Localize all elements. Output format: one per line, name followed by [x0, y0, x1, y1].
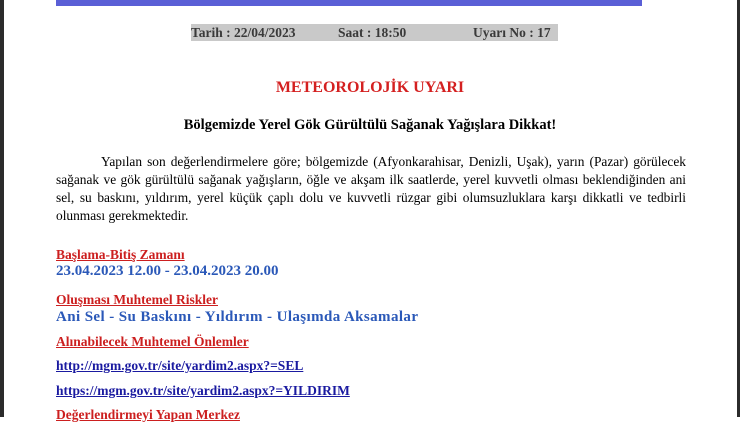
flood-info-link[interactable]: http://mgm.gov.tr/site/yardim2.aspx?=SEL — [56, 358, 304, 373]
warning-number-label: Uyarı No : 17 — [473, 25, 551, 40]
warning-title: METEOROLOJİK UYARI — [275, 79, 465, 96]
risks-value: Ani Sel - Su Baskını - Yıldırım - Ulaşımda Aksamalar — [56, 309, 419, 325]
time-label: Saat : 18:50 — [338, 25, 407, 40]
measures-heading: Alınabilecek Muhtemel Önlemler — [56, 334, 249, 349]
left-window-edge — [0, 0, 4, 417]
timing-value: 23.04.2023 12.00 - 23.04.2023 20.00 — [56, 263, 279, 279]
warning-subtitle: Bölgemizde Yerel Gök Gürültülü Sağanak Yağışlara Dikkat! — [183, 117, 557, 133]
center-heading: Değerlendirmeyi Yapan Merkez — [56, 407, 240, 422]
timing-heading: Başlama-Bitiş Zamanı — [56, 247, 185, 262]
date-label: Tarih : 22/04/2023 — [191, 25, 296, 40]
top-banner — [56, 0, 642, 6]
warning-body-text: Yapılan son değerlendirmelere göre; bölgemizde (Afyonkarahisar, Denizli, Uşak), yarın (Pazar) görülecek sağanak ve gök gürültülü sağanak yağışların, öğle ve akşam ilk saatlerde, yerel kuvvetli olması beklendiğinden ani sel, su baskını, yıldırım, yerel küçük çaplı dolu ve kuvvetli rüzgar gibi olumsuzluklara karşı dikkatli ve tedbirli olunması gerekmektedir. — [56, 154, 686, 223]
risks-heading: Oluşması Muhtemel Riskler — [56, 292, 218, 307]
warning-info-bar — [191, 24, 558, 41]
lightning-info-link[interactable]: https://mgm.gov.tr/site/yardim2.aspx?=YILDIRIM — [56, 383, 350, 398]
